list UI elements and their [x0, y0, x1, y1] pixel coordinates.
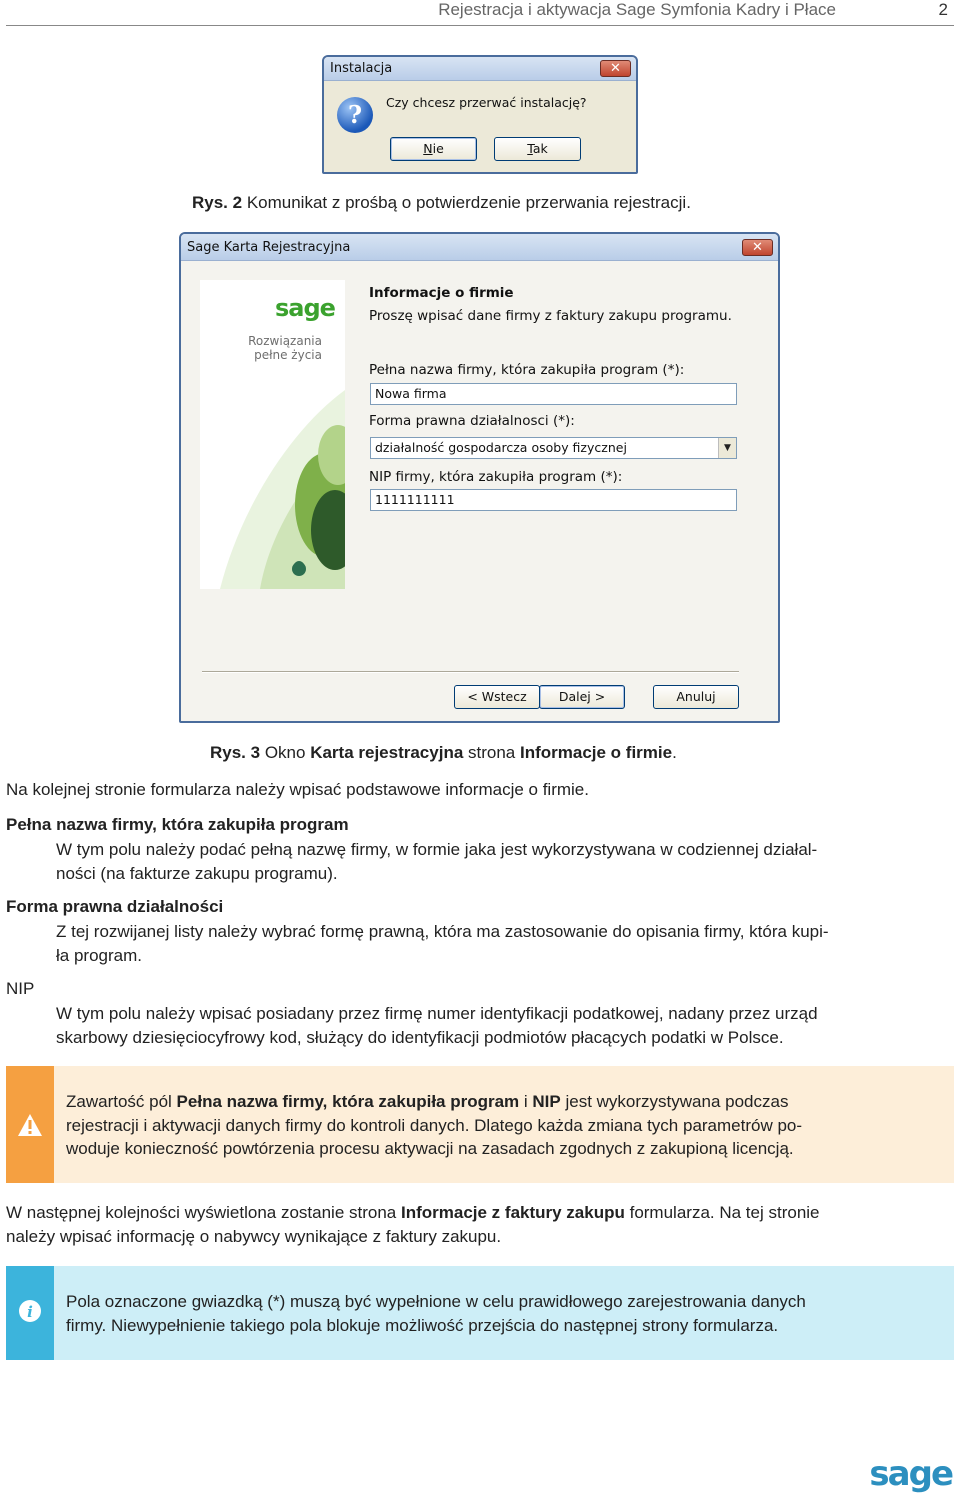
definition-line: Z tej rozwijanej listy należy wybrać formę prawną, która ma zastosowanie do opisania firmy, która kupi-: [56, 922, 829, 941]
warning-field-name: Pełna nazwa firmy, która zakupiła program: [176, 1092, 520, 1111]
info-icon: [6, 1266, 54, 1360]
cancel-button[interactable]: Anuluj: [653, 685, 739, 709]
header-divider: [6, 25, 954, 26]
dialog-titlebar: [181, 234, 778, 261]
tagline: [222, 334, 322, 362]
definition-line: W tym polu należy podać pełną nazwę firmy, w formie jaka jest wykorzystywana w codziennej działal-: [56, 840, 818, 859]
page-number: 2: [938, 0, 948, 19]
warning-bar: [6, 1066, 54, 1183]
caption-text: .: [672, 743, 677, 762]
paragraph-line: należy wpisać informację o nabywcy wynikające z faktury zakupu.: [6, 1227, 502, 1246]
info-text: [66, 1290, 806, 1337]
caption-text: strona: [463, 743, 520, 762]
definition-line: W tym polu należy wpisać posiadany przez firmę numer identyfikacji podatkowej, nadany przez urząd: [56, 1004, 818, 1023]
yes-button-label: ak: [532, 141, 548, 156]
next-page-paragraph: [6, 1201, 820, 1249]
sage-logo: sage: [869, 1454, 952, 1494]
caption-number: Rys. 3: [210, 743, 261, 762]
warning-note: [6, 1066, 954, 1183]
definition-text: [56, 838, 817, 885]
no-button-label: ie: [432, 141, 444, 156]
info-line: Pola oznaczone gwiazdką (*) muszą być wypełnione w celu prawidłowego zarejestrowania danych: [66, 1292, 806, 1311]
warning-text: [66, 1090, 802, 1161]
dialog-title: Sage Karta Rejestracyjna: [187, 240, 351, 255]
question-icon: ?: [337, 97, 373, 133]
sage-logo: sage: [275, 294, 335, 322]
figure-caption-2: [192, 193, 691, 213]
paragraph-fragment: W następnej kolejności wyświetlona zostanie strona: [6, 1203, 401, 1222]
yes-button-accel: T: [527, 141, 533, 156]
tagline-line-2: pełne życia: [254, 348, 322, 362]
definition-term: Pełna nazwa firmy, która zakupiła program: [6, 815, 349, 834]
yes-button[interactable]: [494, 137, 581, 161]
info-note: [6, 1266, 954, 1360]
warning-fragment: jest wykorzystywana podczas: [560, 1092, 789, 1111]
button-separator: [202, 671, 739, 673]
definition-line: ła program.: [56, 945, 142, 965]
tagline-line-1: Rozwiązania: [248, 334, 322, 348]
company-name-label: Pełna nazwa firmy, która zakupiła program (*):: [369, 362, 685, 378]
paragraph-line: [6, 1201, 820, 1225]
legal-form-value: działalność gospodarcza osoby fizycznej: [375, 440, 627, 455]
next-button[interactable]: Dalej >: [539, 685, 625, 709]
caption-text: Komunikat z prośbą o potwierdzenie przerwania rejestracji.: [242, 193, 691, 212]
back-button[interactable]: < Wstecz: [454, 685, 540, 709]
definition-line: skarbowy dziesięciocyfrowy kod, służący do identyfikacji podmiotów płacących podatki w Polsce.: [56, 1027, 784, 1047]
warning-line: woduje konieczność powtórzenia procesu aktywacji na zasadach zgodnych z zakupioną licencją.: [66, 1139, 794, 1158]
no-button-accel: N: [423, 141, 433, 156]
leaf-decoration-icon: [200, 280, 345, 589]
definition-line: ności (na fakturze zakupu programu).: [56, 863, 338, 883]
paragraph-fragment: formularza. Na tej stronie: [624, 1203, 820, 1222]
warning-fragment: Zawartość pól: [66, 1092, 177, 1111]
caption-number: Rys. 2: [192, 193, 243, 212]
page-subheading: Proszę wpisać dane firmy z faktury zakupu programu.: [369, 308, 732, 324]
header-title: Rejestracja i aktywacja Sage Symfonia Kadry i Płace: [438, 0, 836, 19]
close-icon[interactable]: ✕: [600, 60, 631, 77]
close-icon[interactable]: ✕: [742, 239, 773, 256]
nip-field[interactable]: 1111111111: [370, 489, 737, 511]
legal-form-select[interactable]: [370, 437, 737, 459]
registration-card-dialog: [179, 232, 780, 723]
page-name: Informacje z faktury zakupu: [400, 1203, 625, 1222]
warning-field-name: NIP: [532, 1092, 561, 1111]
sage-banner: [200, 280, 345, 589]
definition-term: Forma prawna działalności: [6, 897, 224, 916]
figure-caption-3: [210, 743, 677, 763]
caption-page-name: Informacje o firmie: [519, 743, 673, 762]
page-heading: Informacje o firmie: [369, 285, 514, 301]
warning-icon: [6, 1066, 54, 1183]
dialog-body: [181, 261, 778, 721]
warning-line: rejestracji i aktywacji danych firmy do kontroli danych. Dlatego każda zmiana tych parametrów po-: [66, 1115, 803, 1135]
caption-window-name: Karta rejestracyjna: [310, 743, 464, 762]
info-bar: [6, 1266, 54, 1360]
dialog-title: Instalacja: [330, 61, 393, 76]
chevron-down-icon[interactable]: ▼: [718, 438, 736, 458]
company-name-field[interactable]: Nowa firma: [370, 383, 737, 405]
warning-line: [66, 1090, 802, 1114]
dialog-message: Czy chcesz przerwać instalację?: [386, 95, 587, 110]
legal-form-label: Forma prawna działalnosci (*):: [369, 413, 575, 429]
caption-text: Okno: [260, 743, 311, 762]
intro-paragraph: Na kolejnej stronie formularza należy wpisać podstawowe informacje o firmie.: [6, 780, 589, 799]
dialog-titlebar: [324, 57, 636, 81]
definition-text: [56, 920, 829, 967]
no-button[interactable]: [390, 137, 477, 161]
install-confirm-dialog: [322, 55, 638, 174]
definition-term: NIP: [6, 979, 35, 998]
svg-text:i: i: [27, 1303, 33, 1321]
warning-fragment: i: [519, 1092, 533, 1111]
nip-label: NIP firmy, która zakupiła program (*):: [369, 469, 623, 485]
info-line: firmy. Niewypełnienie takiego pola blokuje możliwość przejścia do następnej strony formularza.: [66, 1315, 779, 1335]
definition-text: [56, 1002, 818, 1049]
